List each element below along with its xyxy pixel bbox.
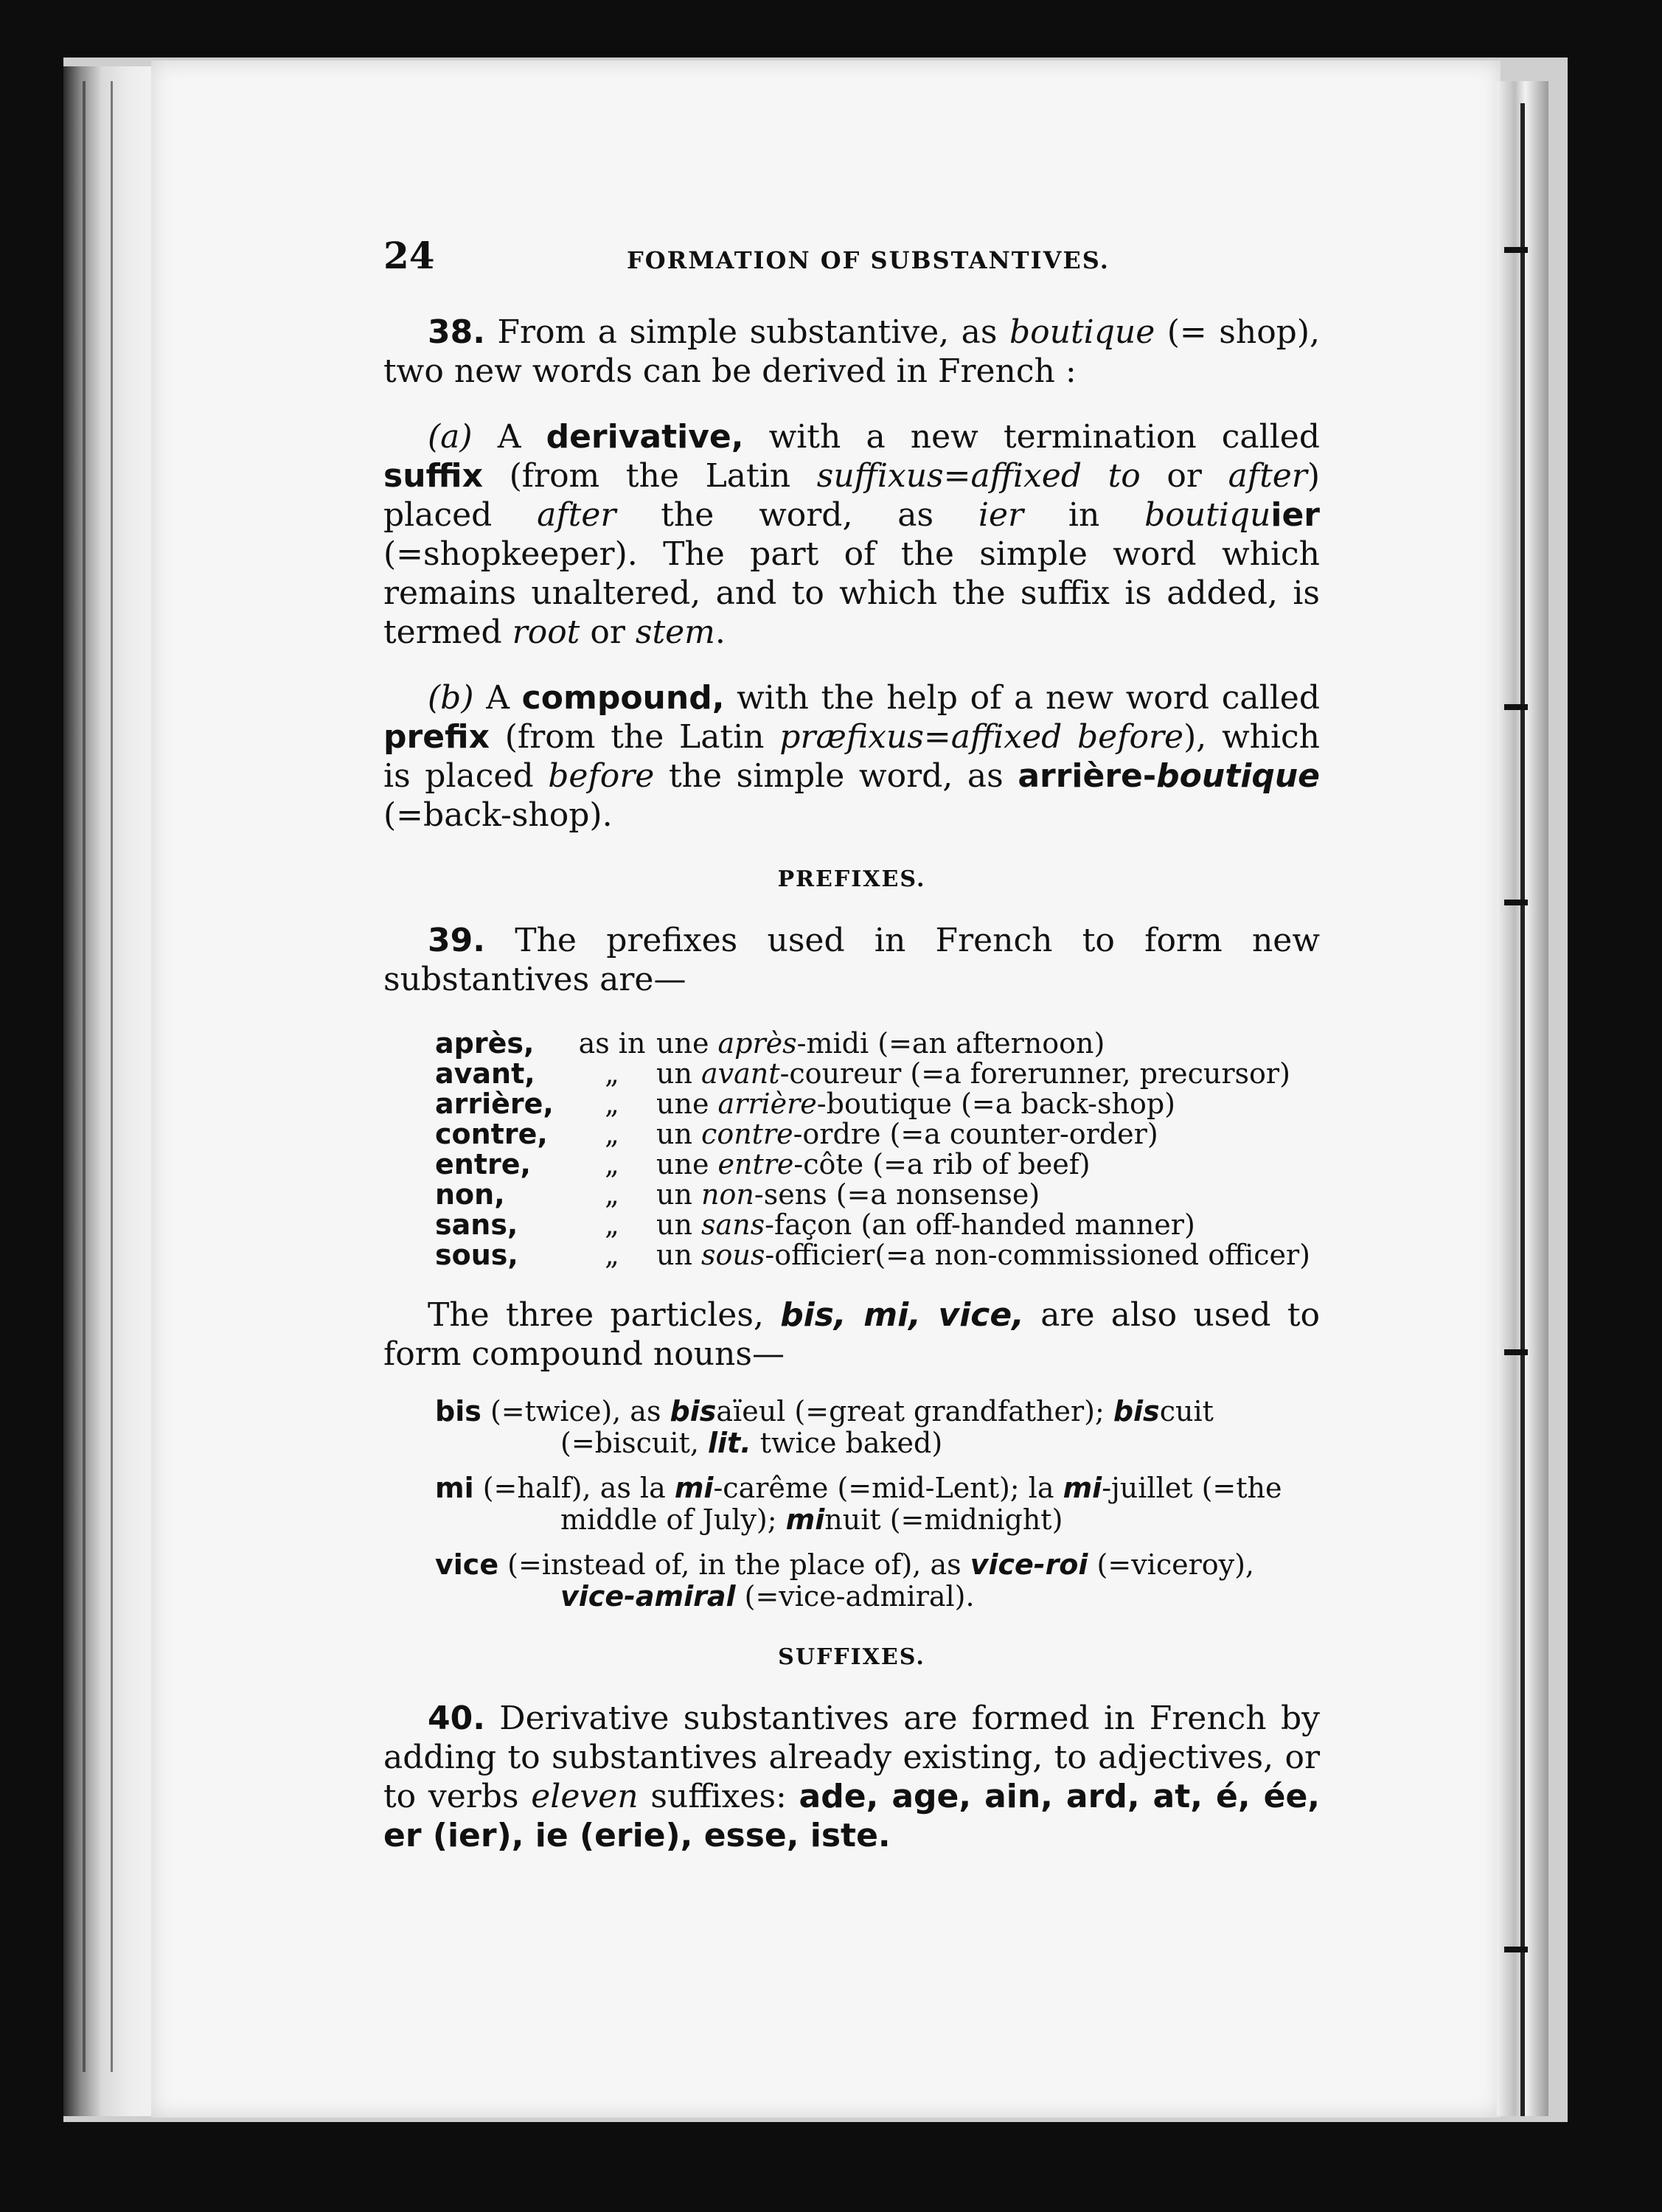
text-run: Derivative substantives are formed in French by adding to substantives already existing, to adjectives, or to verbs — [383, 1700, 1320, 1815]
prefix-ditto: „ — [605, 1088, 619, 1120]
particles-intro — [383, 1295, 1320, 1374]
text-run: twice baked) — [751, 1427, 943, 1459]
prefix-word: contre, — [435, 1118, 548, 1150]
text-run: une — [656, 1088, 718, 1120]
prefix-word: après, — [435, 1027, 535, 1060]
section-number: 40. — [428, 1700, 485, 1737]
text-run: with the help of a new word called — [724, 679, 1321, 717]
text-run: with a new termination called — [743, 418, 1320, 456]
text-run: un — [656, 1178, 702, 1211]
paragraph-38a — [383, 417, 1320, 652]
spine-line — [83, 81, 86, 2072]
particle-list — [435, 1396, 1320, 1613]
suffix-list: ade, age, ain, ard, at, é, ée, er (ier), ie (erie), esse, iste. — [383, 1778, 1321, 1854]
text-run: -côte (=a rib of beef) — [793, 1148, 1091, 1180]
paragraph-39 — [383, 921, 1320, 999]
text-run: (=instead of, in the place of), as — [498, 1548, 970, 1581]
text-run: un — [656, 1118, 702, 1150]
text-run: un — [656, 1208, 702, 1241]
bold-run: prefix — [383, 718, 490, 756]
text-run: un — [656, 1057, 702, 1090]
prefix-row — [435, 1240, 1310, 1270]
sub-label: (a) — [428, 418, 473, 456]
edge-tick — [1504, 900, 1528, 905]
spine-line — [111, 81, 113, 2072]
section-number: 39. — [428, 922, 485, 959]
prefix-example — [656, 1029, 1310, 1059]
italic-run: lit. — [707, 1427, 751, 1459]
particle-entry — [435, 1396, 1320, 1459]
italic-run: stem — [635, 613, 715, 651]
particle-word: mi — [435, 1472, 474, 1504]
prefix-word: arrière, — [435, 1088, 554, 1120]
prefix-example — [656, 1150, 1310, 1180]
italic-run: after — [1228, 457, 1307, 495]
text-run: (= shop), two new words can be derived in French : — [383, 313, 1320, 390]
particle-entry — [435, 1472, 1320, 1536]
text-run: -officier(=a non-commissioned officer) — [765, 1239, 1310, 1271]
text-run: -boutique (=a back-shop) — [816, 1088, 1175, 1120]
text-run: aïeul (=great grandfather); — [716, 1395, 1113, 1427]
text-run: The prefixes used in French to form new substantives are— — [383, 922, 1320, 998]
italic-run: sans — [701, 1208, 765, 1241]
prefix-table — [435, 1029, 1310, 1270]
prefix-word: sous, — [435, 1239, 518, 1271]
text-run: or — [580, 613, 636, 651]
text-run: (=half), as la — [473, 1472, 675, 1504]
italic-run: contre — [701, 1118, 793, 1150]
edge-tick — [1504, 704, 1528, 710]
edge-tick — [1504, 1947, 1528, 1952]
prefix-example — [656, 1210, 1310, 1240]
paragraph-38b — [383, 678, 1320, 835]
section-number: 38. — [428, 313, 485, 351]
bold-run: derivative, — [546, 418, 744, 456]
text-run: un — [656, 1239, 702, 1271]
prefix-row — [435, 1180, 1310, 1210]
text-run: the word, as — [616, 496, 978, 534]
italic-run: arrière — [717, 1088, 817, 1120]
bold-run: ier — [1270, 496, 1320, 534]
prefix-ditto: „ — [605, 1148, 619, 1180]
bold-run: arrière- — [1018, 757, 1157, 795]
italic-run: ier — [978, 496, 1024, 534]
text-run: From a simple substantive, as — [484, 313, 1009, 351]
text-run: ), which is placed — [383, 718, 1320, 795]
edge-tick — [1504, 1349, 1528, 1355]
italic-run: mi — [785, 1503, 825, 1536]
text-run: -ordre (=a counter-order) — [793, 1118, 1158, 1150]
prefix-row — [435, 1029, 1310, 1059]
prefix-word: entre, — [435, 1148, 531, 1180]
page-number: 24 — [383, 234, 435, 277]
text-run: in — [1023, 496, 1145, 534]
text-run: (from the Latin — [490, 718, 780, 756]
text-run: suffixes: — [638, 1778, 799, 1815]
prefix-example — [656, 1059, 1310, 1089]
italic-run: bis — [1113, 1395, 1160, 1427]
paragraph-38 — [383, 313, 1320, 391]
text-run: nuit (=midnight) — [824, 1503, 1063, 1536]
prefix-example — [656, 1089, 1310, 1119]
prefix-ditto: „ — [605, 1057, 619, 1090]
italic-run: boutiqu — [1144, 496, 1271, 534]
bold-run: compound, — [521, 679, 725, 717]
italic-run: avant — [701, 1057, 780, 1090]
prefix-word: non, — [435, 1178, 505, 1211]
bold-italic-run: boutique — [1156, 757, 1320, 795]
paragraph-40 — [383, 1699, 1320, 1855]
italic-run: suffixus=affixed to — [816, 457, 1141, 495]
italic-run: eleven — [531, 1778, 639, 1815]
prefix-row — [435, 1059, 1310, 1089]
text-run: the simple word, as — [654, 757, 1018, 795]
text-run: cuit (=biscuit, — [560, 1395, 1214, 1459]
italic-run: mi — [1063, 1472, 1102, 1504]
italic-run: après — [717, 1027, 797, 1060]
text-run: The three particles, — [428, 1296, 781, 1334]
prefix-row — [435, 1150, 1310, 1180]
italic-run: sous — [701, 1239, 765, 1271]
prefix-ditto: „ — [605, 1208, 619, 1241]
prefix-ditto: „ — [605, 1239, 619, 1271]
italic-run: vice-amiral — [560, 1580, 736, 1613]
bold-run: suffix — [383, 457, 483, 495]
particle-entry — [435, 1549, 1320, 1613]
suffixes-heading: SUFFIXES. — [778, 1644, 925, 1670]
fore-edge-rule — [1520, 103, 1525, 2116]
text-run: une — [656, 1027, 718, 1060]
page-text — [383, 236, 1320, 1855]
text-run: (=twice), as — [481, 1395, 670, 1427]
prefixes-heading: PREFIXES. — [777, 866, 926, 892]
italic-run: bis — [670, 1395, 717, 1427]
italic-run: mi — [674, 1472, 714, 1504]
text-run: -sens (=a nonsense) — [754, 1178, 1040, 1211]
italic-run: præfixus=affixed before — [779, 718, 1184, 756]
text-run: ) placed — [383, 457, 1321, 534]
italic-run: after — [537, 496, 616, 534]
italic-run: before — [548, 757, 655, 795]
prefix-example — [656, 1240, 1310, 1270]
italic-run: non — [701, 1178, 754, 1211]
text-run: . — [714, 613, 726, 651]
particle-word: vice — [435, 1548, 499, 1581]
italic-run: entre — [717, 1148, 794, 1180]
prefix-row — [435, 1119, 1310, 1150]
text-run: A — [473, 679, 522, 717]
text-run: (=vice-admiral). — [735, 1580, 975, 1613]
text-run: (=shopkeeper). The part of the simple word which remains unaltered, and to which the suffix is added, is termed — [383, 535, 1320, 651]
text-run: -façon (an off-handed manner) — [765, 1208, 1195, 1241]
text-run: -juillet (=the middle of July); — [560, 1472, 1282, 1536]
bold-italic-run: bis, mi, vice, — [780, 1296, 1024, 1334]
prefix-ditto: as in — [578, 1027, 646, 1060]
italic-run: vice-roi — [970, 1548, 1088, 1581]
italic-run: boutique — [1009, 313, 1155, 351]
text-run: (=back-shop). — [383, 796, 613, 834]
prefix-word: sans, — [435, 1208, 518, 1241]
prefix-row — [435, 1210, 1310, 1240]
text-run: une — [656, 1148, 718, 1180]
text-run: are also used to form compound nouns— — [383, 1296, 1321, 1373]
prefix-example — [656, 1119, 1310, 1150]
prefix-row — [435, 1089, 1310, 1119]
text-run: -midi (=an afternoon) — [796, 1027, 1105, 1060]
text-run: (=viceroy), — [1088, 1548, 1255, 1581]
text-run: -coureur (=a forerunner, precursor) — [779, 1057, 1290, 1090]
running-head: FORMATION OF SUBSTANTIVES. — [627, 246, 1110, 274]
particle-word: bis — [435, 1395, 481, 1427]
prefix-word: avant, — [435, 1057, 535, 1090]
text-run: (from the Latin — [482, 457, 817, 495]
prefix-ditto: „ — [605, 1178, 619, 1211]
text-run: or — [1140, 457, 1228, 495]
prefix-ditto: „ — [605, 1118, 619, 1150]
page-header — [383, 236, 1320, 280]
prefix-example — [656, 1180, 1310, 1210]
text-run: -carême (=mid-Lent); la — [713, 1472, 1063, 1504]
sub-label: (b) — [428, 679, 474, 717]
edge-tick — [1504, 247, 1528, 253]
text-run: A — [472, 418, 546, 456]
italic-run: root — [512, 613, 580, 651]
